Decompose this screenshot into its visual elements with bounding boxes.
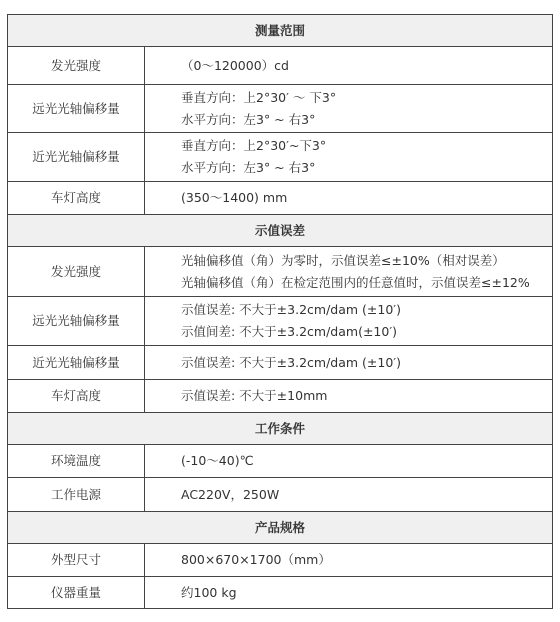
row-value xyxy=(145,346,553,380)
section-header-row xyxy=(8,512,553,544)
table-row xyxy=(8,544,553,577)
value-line: 水平方向：左3° ~ 右3° xyxy=(181,111,316,127)
table-row xyxy=(8,133,553,182)
row-label: 环境温度 xyxy=(8,445,145,478)
row-value xyxy=(145,182,553,215)
row-value xyxy=(145,247,553,297)
spec-table xyxy=(7,14,553,609)
value-line: 示值误差: 不大于±10mm xyxy=(181,388,328,403)
value-line: 光轴偏移值（角）在检定范围内的任意值时，示值误差≤±12% xyxy=(181,274,530,290)
row-value xyxy=(145,577,553,609)
section-title: 测量范围 xyxy=(8,15,553,47)
row-label: 发光强度 xyxy=(8,247,145,297)
row-label: 仪器重量 xyxy=(8,577,145,609)
row-value xyxy=(145,544,553,577)
row-label: 外型尺寸 xyxy=(8,544,145,577)
table-row xyxy=(8,346,553,380)
row-value xyxy=(145,478,553,512)
table-row xyxy=(8,85,553,133)
value-line: 垂直方向：上2°30′~下3° xyxy=(181,138,327,153)
table-row xyxy=(8,445,553,478)
value-line: AC220V，250W xyxy=(181,486,280,502)
value-line: 垂直方向：上2°30′ ～ 下3° xyxy=(181,89,337,105)
section-title: 产品规格 xyxy=(8,512,553,544)
row-label: 工作电源 xyxy=(8,478,145,512)
section-title: 工作条件 xyxy=(8,413,553,445)
value-line: 示值误差: 不大于±3.2cm/dam (±10′) xyxy=(181,302,402,317)
row-label: 近光光轴偏移量 xyxy=(8,133,145,182)
row-label: 发光强度 xyxy=(8,47,145,85)
table-row xyxy=(8,380,553,413)
row-value xyxy=(145,47,553,85)
section-header-row xyxy=(8,215,553,247)
value-line: （0～120000）cd xyxy=(181,57,289,73)
row-label: 车灯高度 xyxy=(8,380,145,413)
row-label: 车灯高度 xyxy=(8,182,145,215)
value-line: 示值间差: 不大于±3.2cm/dam(±10′) xyxy=(181,324,398,339)
value-line: 约100 kg xyxy=(181,584,237,600)
section-header-row xyxy=(8,15,553,47)
table-row xyxy=(8,247,553,297)
value-line: 水平方向：左3° ~ 右3° xyxy=(181,160,316,175)
value-line: 光轴偏移值（角）为零时，示值误差≤±10%（相对误差） xyxy=(181,252,505,268)
table-row xyxy=(8,577,553,609)
table-row xyxy=(8,478,553,512)
row-label: 远光光轴偏移量 xyxy=(8,297,145,346)
value-line: 800×670×1700（mm） xyxy=(181,552,331,567)
table-row xyxy=(8,182,553,215)
row-label: 近光光轴偏移量 xyxy=(8,346,145,380)
value-line: 示值误差: 不大于±3.2cm/dam (±10′) xyxy=(181,354,402,370)
row-value xyxy=(145,380,553,413)
table-row xyxy=(8,297,553,346)
section-header-row xyxy=(8,413,553,445)
row-value xyxy=(145,297,553,346)
value-line: (350～1400) mm xyxy=(181,190,288,205)
section-title: 示值误差 xyxy=(8,215,553,247)
value-line: (-10～40)℃ xyxy=(181,453,254,468)
row-label: 远光光轴偏移量 xyxy=(8,85,145,133)
row-value xyxy=(145,85,553,133)
row-value xyxy=(145,133,553,182)
row-value xyxy=(145,445,553,478)
table-row xyxy=(8,47,553,85)
